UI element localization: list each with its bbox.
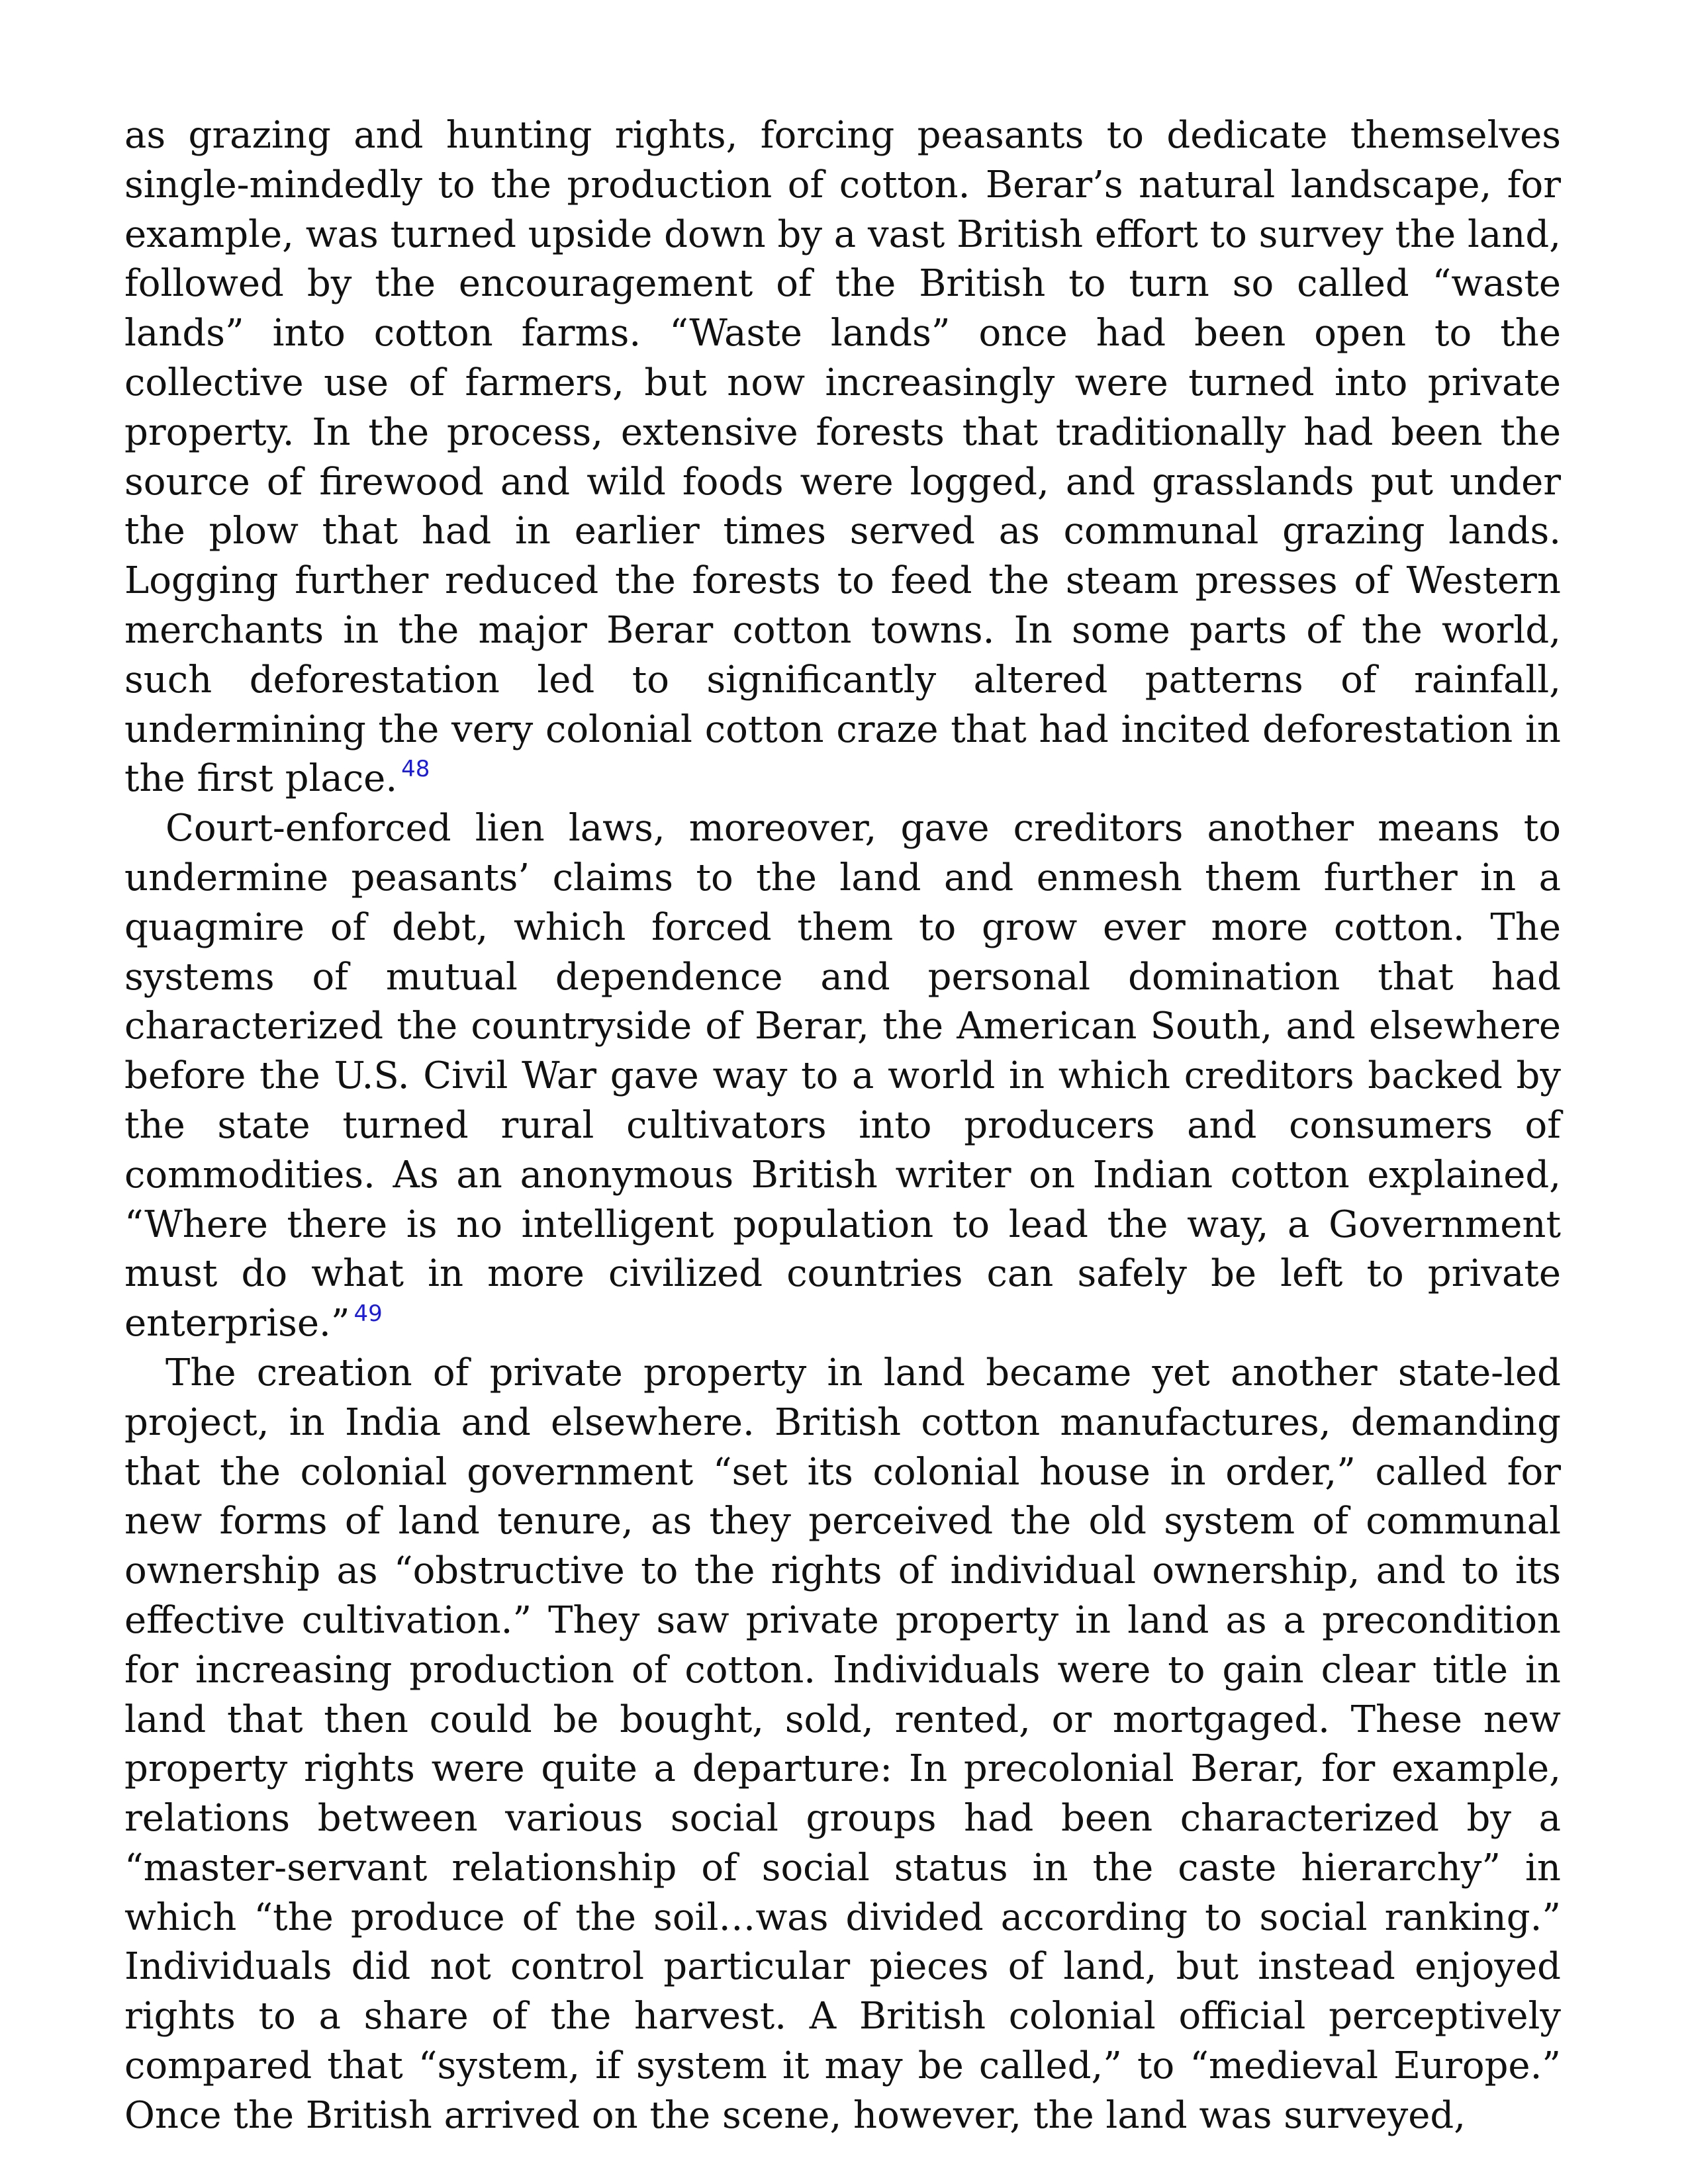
footnote-ref-48[interactable]: 48 xyxy=(401,756,430,783)
footnote-ref-49[interactable]: 49 xyxy=(353,1300,383,1328)
paragraph-2 xyxy=(124,804,1561,1349)
page-body xyxy=(124,111,1561,2141)
paragraph-1-text: as grazing and hunting rights, forcing peasants to dedicate themselves single-mindedly to the production of cotton. Berar’s natural landscape, for example, was turned upside down by a vast British effort to survey the land, followed by the encouragement of the British to turn so called “waste lands” into cotton farms. “Waste lands” once had been open to the collective use of farmers, but now increasingly were turned into private property. In the process, extensive forests that traditionally had been the source of firewood and wild foods were logged, and grasslands put under the plow that had in earlier times served as communal grazing lands. Logging further reduced the forests to feed the steam presses of Western merchants in the major Berar cotton towns. In some parts of the world, such deforestation led to significantly altered patterns of rainfall, undermining the very colonial cotton craze that had incited deforestation in the first place. xyxy=(124,114,1561,801)
paragraph-2-text: Court-enforced lien laws, moreover, gave creditors another means to undermine peasants’ claims to the land and enmesh them further in a quagmire of debt, which forced them to grow ever more cotton. The systems of mutual dependence and personal domination that had characterized the countryside of Berar, the American South, and elsewhere before the U.S. Civil War gave way to a world in which creditors backed by the state turned rural cultivators into producers and consumers of commodities. As an anonymous British writer on Indian cotton explained, “Where there is no intelligent population to lead the way, a Government must do what in more civilized countries can safely be left to private enterprise.” xyxy=(124,807,1561,1345)
paragraph-3 xyxy=(124,1349,1561,2141)
paragraph-3-text: The creation of private property in land became yet another state-led project, in India and elsewhere. British cotton manufactures, demanding that the colonial government “set its colonial house in order,” called for new forms of land tenure, as they perceived the old system of communal ownership as “obstructive to the rights of individual ownership, and to its effective cultivation.” They saw private property in land as a precondition for increasing production of cotton. Individuals were to gain clear title in land that then could be bought, sold, rented, or mortgaged. These new property rights were quite a departure: In precolonial Berar, for example, relations between various social groups had been characterized by a “master-servant relationship of social status in the caste hierarchy” in which “the produce of the soil…was divided according to social ranking.” Individuals did not control particular pieces of land, but instead enjoyed rights to a share of the harvest. A British colonial official perceptively compared that “system, if system it may be called,” to “medieval Europe.” Once the British arrived on the scene, however, the land was surveyed, xyxy=(124,1351,1561,2137)
paragraph-1 xyxy=(124,111,1561,804)
